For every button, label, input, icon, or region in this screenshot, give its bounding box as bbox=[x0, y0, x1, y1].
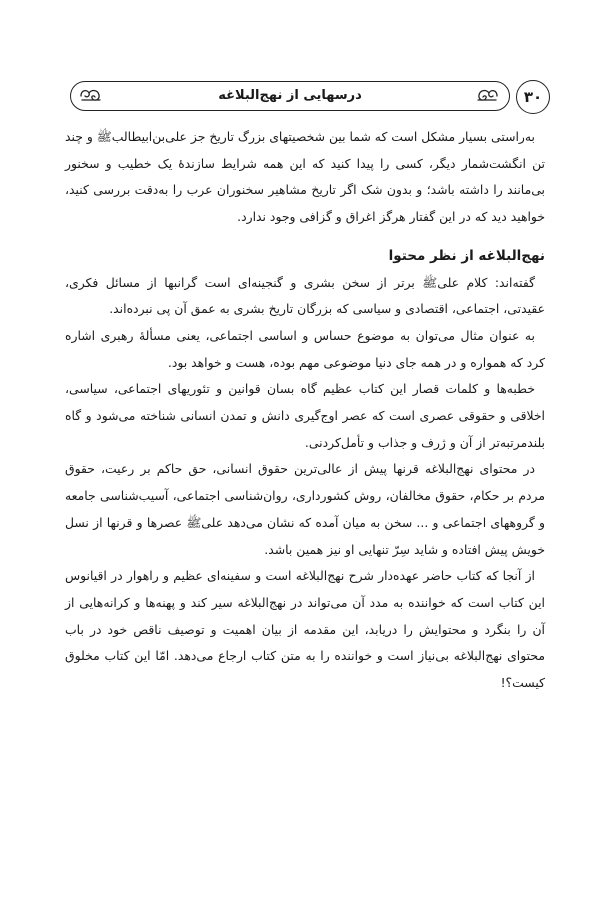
page-body bbox=[65, 124, 545, 697]
ornament-icon bbox=[474, 85, 500, 107]
section-heading: نهج‌البلاغه از نظر محتوا bbox=[388, 247, 545, 264]
paragraph: از آنجا که کتاب حاضر عهده‌دار شرح نهج‌البلاغه است و سفینه‌ای عظیم و راهوار در اقیانوس این کتاب است که خواننده به مدد آن می‌تواند در نهج‌البلاغه سیر کند و پهنه‌ها و کرانه‌هایی از آن را بنگرد و محتوایش را دریابد، این مقدمه از بیان اهمیت و توصیف ناقص خود در باب محتوای نهج‌البلاغه بی‌نیاز است و خواننده را به متن کتاب ارجاع می‌دهد. امّا این کتاب مخلوق کیست؟! bbox=[65, 568, 545, 691]
paragraph: خطبه‌ها و کلمات قصار این کتاب عظیم گاه بسان قوانین و تئوریهای اجتماعی، سیاسی، اخلاقی و حقوقی عصری است که عصر اوج‌گیری دانش و تمدن انسانی شناخته می‌شود و گاه بلندمرتبه‌تر از آن و ژرف و جذاب و تأمل‌کردنی. bbox=[65, 381, 545, 450]
paragraph: در محتوای نهج‌البلاغه قرنها پیش از عالی‌ترین حقوق انسانی، حق حاکم بر رعیت، حقوق مردم بر حکام، حقوق مخالفان، روش کشورداری، روان‌شناسی اجتماعی، آسیب‌شناسی جامعه و گروههای اجتماعی و ... سخن به میان آمده که نشان می‌دهد علی‌ﷺ عصرها و قرنها از نسل خویش پیش افتاده و شاید سِرّ تنهایی او نیز همین باشد. bbox=[65, 461, 545, 557]
page-number: ۳۰ bbox=[516, 80, 550, 114]
paragraph: به عنوان مثال می‌توان به موضوع حساس و اساسی اجتماعی، یعنی مسألهٔ رهبری اشاره کرد که همواره و در همه جای دنیا موضوعی مهم بوده، هست و خواهد بود. bbox=[65, 327, 545, 370]
page-header bbox=[70, 80, 551, 114]
header-title: درسهایی از نهج‌البلاغه bbox=[218, 88, 362, 103]
paragraph: به‌راستی بسیار مشکل است که شما بین شخصیتهای بزرگ تاریخ جز علی‌بن‌ابیطالب‌ﷺ و چند تن انگشت‌شمار دیگر، کسی را پیدا کنید که این همه شرایط سازندهٔ یک خطیب و سخنور بی‌مانند را داشته باشد؛ و بدون شک اگر تاریخ مشاهیر سخنوران عرب را به‌دقت بررسی کنید، خواهید دید که در این گفتار هرگز اغراق و گزافی وجود ندارد. bbox=[65, 129, 545, 225]
paragraph: گفته‌اند: کلام علی‌ﷺ برتر از سخن بشری و گنجینه‌ای است گرانبها از مسائل فکری، عقیدتی، اجتماعی، اقتصادی و سیاسی که بزرگان تاریخ بشری به عمق آن پی نبرده‌اند. bbox=[65, 274, 545, 317]
ornament-icon bbox=[78, 85, 104, 107]
